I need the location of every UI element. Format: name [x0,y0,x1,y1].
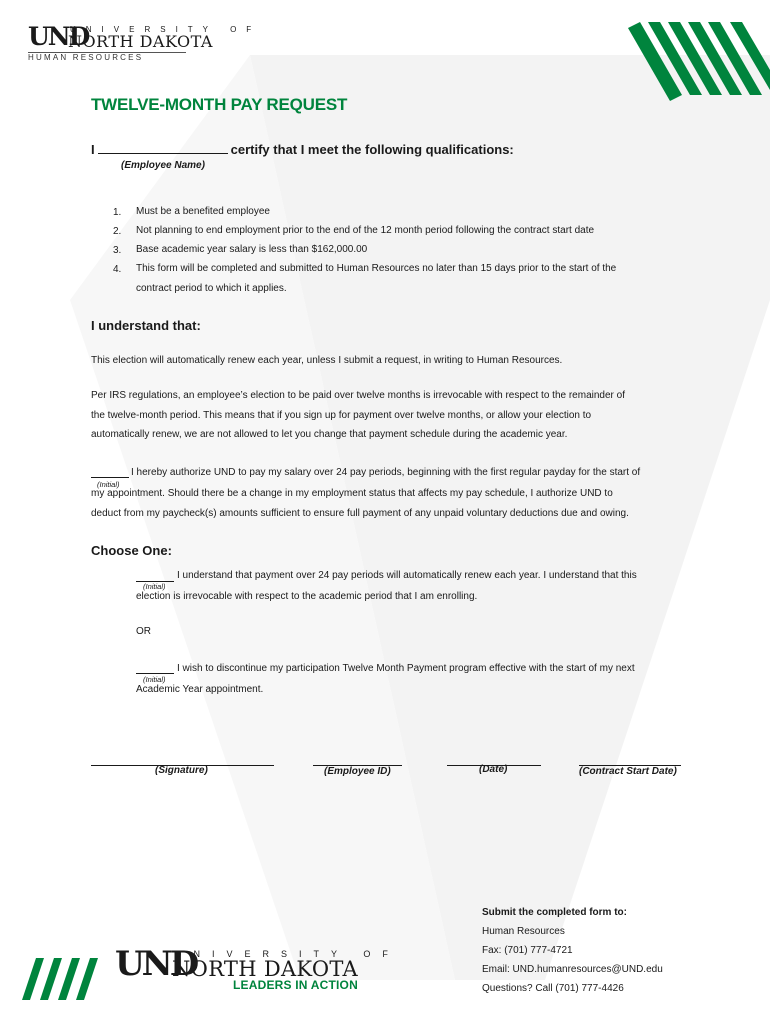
initial-label: (Initial) [143,582,166,591]
footer-logo-tagline: LEADERS IN ACTION [233,978,358,992]
authorize-text-line: I hereby authorize UND to pay my salary over 24 pay periods, beginning with the first regular payday for the start of [131,467,641,478]
submit-department: Human Resources [482,926,565,937]
qualification-number: 1. [113,207,122,218]
certify-statement [91,141,514,157]
option1-text-line: I understand that payment over 24 pay periods will automatically renew each year. I understand that this [177,570,637,581]
form-title: TWELVE-MONTH PAY REQUEST [91,95,348,114]
employee-name-field[interactable] [98,141,228,154]
initial-label: (Initial) [97,480,120,489]
option1-initial-field[interactable] [136,572,174,582]
footer-und-logo-mark: UND [115,944,197,984]
qualification-number: 3. [113,245,122,256]
qualification-text: This form will be completed and submitted to Human Resources no later than 15 days prior to the start of the [136,263,617,274]
initial-label: (Initial) [143,675,166,684]
date-label: (Date) [479,764,508,775]
signature-label: (Signature) [155,765,208,776]
fax-number: Fax: (701) 777-4721 [482,945,573,956]
renewal-paragraph: This election will automatically renew each year, unless I submit a request, in writing to Human Resources. [91,355,563,366]
certify-suffix: certify that I meet the following qualifications: [230,142,514,157]
submit-heading: Submit the completed form to: [482,907,627,918]
qualification-number: 4. [113,264,122,275]
email-address: Email: UND.humanresources@UND.edu [482,964,663,975]
authorize-initial-field[interactable] [91,468,129,478]
irs-paragraph-line: Per IRS regulations, an employee’s election to be paid over twelve months is irrevocable with respect to the remainder of [91,390,625,401]
footer-logo-north-dakota: NORTH DAKOTA [172,957,358,981]
qualification-text: Must be a benefited employee [136,206,270,217]
irs-paragraph-line: automatically renew, we are not allowed to let you change that payment schedule during the academic year. [91,429,568,440]
or-label: OR [136,626,151,637]
qualification-text: Not planning to end employment prior to the end of the 12 month period following the contract start date [136,225,595,236]
und-logo-mark: UND [28,22,89,51]
authorize-text-line: my appointment. Should there be a change in my employment status that affects my pay schedule, I authorize UND to [91,488,613,499]
logo-department: HUMAN RESOURCES [28,53,144,62]
footer-logo-university-of: UNIVERSITY OF [175,949,400,959]
employee-name-label: (Employee Name) [121,160,205,171]
questions-phone: Questions? Call (701) 777-4426 [482,983,624,994]
choose-one-heading: Choose One: [91,543,172,558]
qualification-text: Base academic year salary is less than $162,000.00 [136,244,368,255]
contract-start-date-label: (Contract Start Date) [579,766,677,777]
employee-id-label: (Employee ID) [324,766,391,777]
qualification-number: 2. [113,226,122,237]
qualification-text-cont: contract period to which it applies. [136,283,287,294]
option1-text-line: election is irrevocable with respect to the academic period that I am enrolling. [136,591,478,602]
logo-university-of: UNIVERSITY OF [70,25,262,34]
irs-paragraph-line: the twelve-month period. This means that if you sign up for payment over twelve months, or allow your election to [91,410,592,421]
authorize-text-line: deduct from my paycheck(s) amounts sufficient to ensure full payment of any unpaid voluntary deductions due and owing. [91,508,629,519]
understand-heading: I understand that: [91,318,201,333]
option2-text-line: I wish to discontinue my participation Twelve Month Payment program effective with the start of my next [177,663,635,674]
option2-text-line: Academic Year appointment. [136,684,264,695]
option2-initial-field[interactable] [136,664,174,674]
logo-north-dakota: NORTH DAKOTA [68,32,213,51]
certify-prefix: I [91,142,95,157]
